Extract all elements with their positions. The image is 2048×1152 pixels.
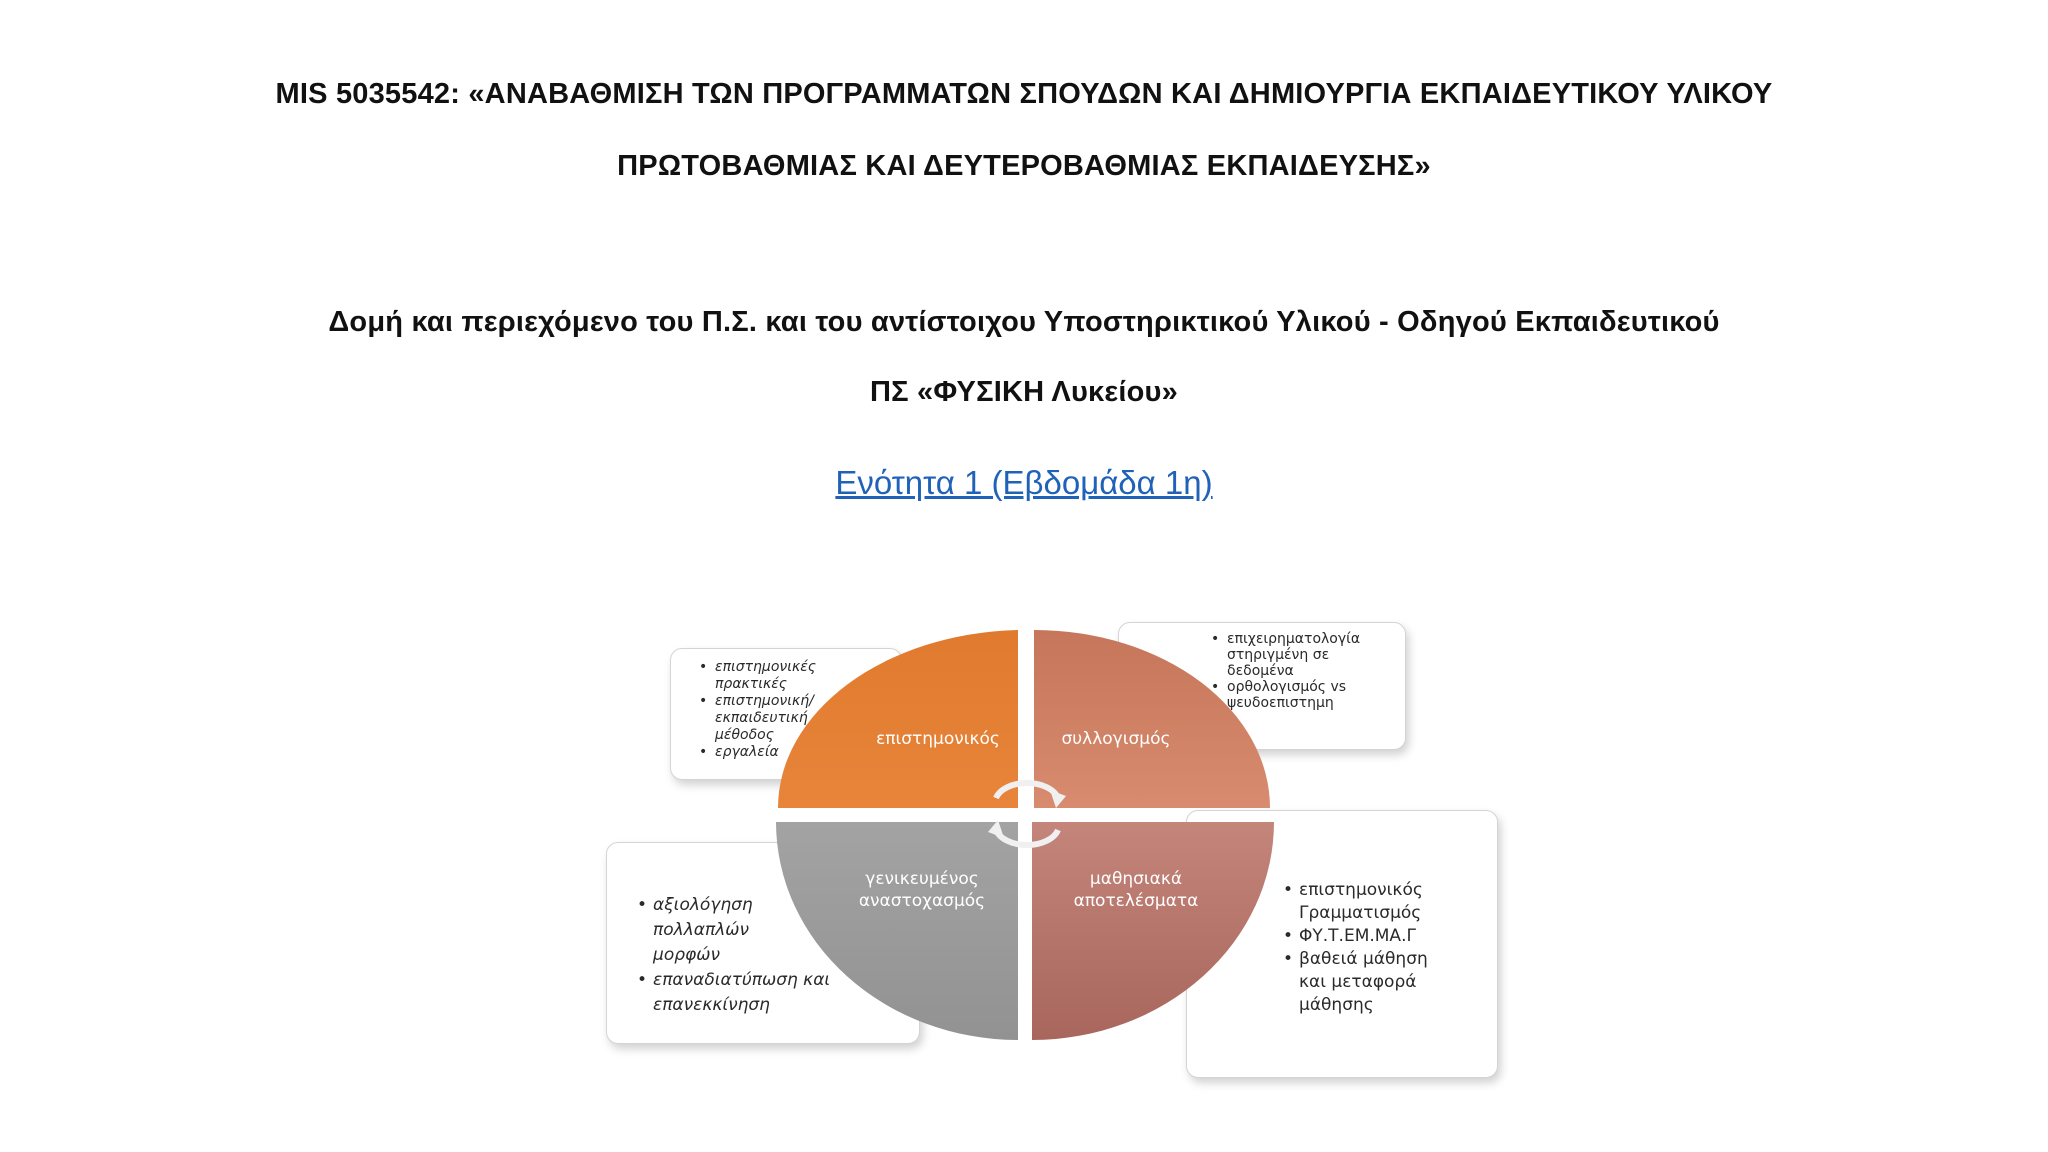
card-top-right-item: • ορθολογισμός vs ψευδοεπιστημη: [1211, 679, 1397, 711]
card-top-left-item: • επιστημονική/ εκπαιδευτική μέθοδος: [699, 693, 855, 744]
card-top-right-item: • επιχειρηματολογία στηριγμένη σε δεδομένα: [1211, 631, 1397, 679]
subtitle-line-2: ΠΣ «ΦΥΣΙΚΗ Λυκείου»: [870, 376, 1178, 408]
card-bottom-right-item: • βαθειά μάθηση και μεταφορά μάθησης: [1283, 948, 1459, 1017]
quadrant-label-bottom-left: [832, 868, 1012, 912]
quadrant-label-bottom-right: [1046, 868, 1226, 912]
card-bottom-right-item: • επιστημονικός Γραμματισμός: [1283, 879, 1449, 925]
card-top-left-item: • επιστημονικές πρακτικές: [699, 659, 845, 693]
header-title-line-1: MIS 5035542: «ΑΝΑΒΑΘΜΙΣΗ ΤΩΝ ΠΡΟΓΡΑΜΜΑΤΩΝ ΣΠΟΥΔΩΝ ΚΑΙ ΔΗΜΙΟΥΡΓΙΑ ΕΚΠΑΙΔΕΥΤΙΚΟΥ ΥΛΙΚΟΥ: [275, 78, 1773, 110]
quadrant-label-bottom-left-line: αναστοχασμός: [858, 891, 986, 911]
card-top-left-item: • εργαλεία: [699, 744, 855, 761]
quadrant-label-bottom-left-line: γενικευμένος: [865, 869, 979, 889]
quadrant-label-top-left: επιστημονικός: [876, 729, 1000, 749]
header-title-line-2: ΠΡΩΤΟΒΑΘΜΙΑΣ ΚΑΙ ΔΕΥΤΕΡΟΒΑΘΜΙΑΣ ΕΚΠΑΙΔΕΥΣΗΣ»: [617, 150, 1431, 182]
card-bottom-left-item: • αξιολόγηση πολλαπλών μορφών: [637, 893, 783, 968]
quadrant-label-bottom-right-line: μαθησιακά: [1089, 869, 1183, 889]
quadrant-label-bottom-right-line: αποτελέσματα: [1073, 891, 1199, 911]
quadrant-bottom-left: [776, 822, 1018, 1040]
quadrant-top-left: [778, 630, 1018, 808]
card-bottom-left-item: • επαναδιατύπωση και επανεκκίνηση: [637, 968, 843, 1018]
subtitle-line-1: Δομή και περιεχόμενο του Π.Σ. και του αντίστοιχου Υποστηρικτικού Υλικού - Οδηγού Εκπαιδευτικού: [328, 306, 1720, 338]
quadrant-label-top-right: συλλογισμός: [1061, 729, 1171, 749]
card-bottom-right-item: • ΦΥ.Τ.ΕΜ.ΜΑ.Γ: [1283, 925, 1469, 948]
quadrant-top-right: [1034, 630, 1270, 808]
section-link[interactable]: Ενότητα 1 (Εβδομάδα 1η): [835, 464, 1213, 501]
quadrant-bottom-right: [1032, 822, 1274, 1040]
